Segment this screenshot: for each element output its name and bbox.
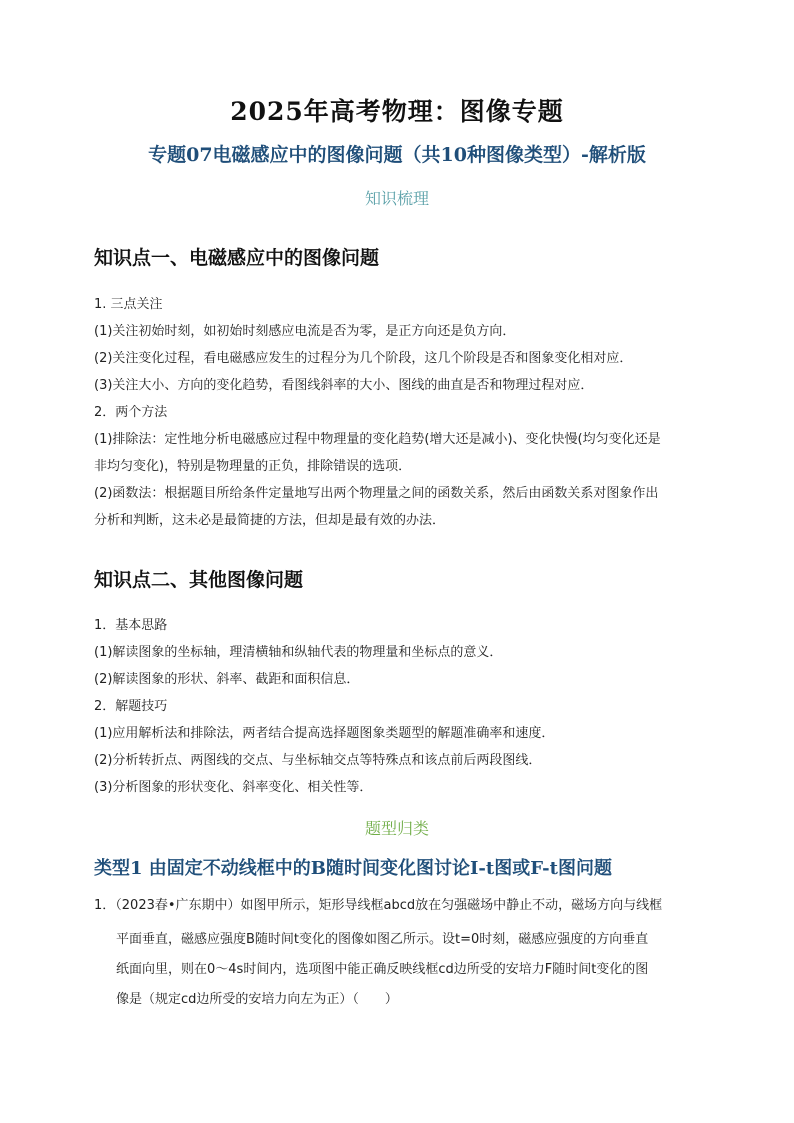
document-subtitle: 专题07电磁感应中的图像问题（共10种图像类型）-解析版: [148, 144, 646, 166]
kp2-line: (2)解读图象的形状、斜率、截距和面积信息．: [94, 672, 360, 687]
kp2-line: (1)解读图象的坐标轴，理清横轴和纵轴代表的物理量和坐标点的意义．: [94, 645, 503, 660]
section-label-types: 题型归类: [364, 819, 429, 838]
kp2-line: (3)分析图象的形状变化、斜率变化、相关性等．: [94, 780, 373, 795]
question-1-line: 像是（规定cd边所受的安培力向左为正）（ ）: [116, 992, 398, 1007]
kp1-line: 分析和判断，这未必是最简捷的方法，但却是最有效的办法．: [94, 513, 446, 528]
question-1-line: 1．（2023春•广东期中）如图甲所示，矩形导线框abcd放在匀强磁场中静止不动，磁场方向与线框: [94, 898, 663, 913]
document-title: 2025年高考物理：图像专题: [230, 97, 564, 126]
kp1-line: (2)函数法：根据题目所给条件定量地写出两个物理量之间的函数关系，然后由函数关系对图象作出: [94, 486, 659, 501]
kp2-line: 2．解题技巧: [94, 699, 168, 714]
question-1-line: 平面垂直，磁感应强度B随时间t变化的图像如图乙所示。设t=0时刻，磁感应强度的方向垂直: [116, 932, 649, 947]
knowledge-point-1-heading: 知识点一、电磁感应中的图像问题: [94, 247, 380, 269]
kp1-line: 非均匀变化)，特别是物理量的正负，排除错误的选项．: [94, 459, 412, 474]
kp1-line: 2．两个方法: [94, 405, 168, 420]
kp1-line: (3)关注大小、方向的变化趋势，看图线斜率的大小、图线的曲直是否和物理过程对应．: [94, 378, 594, 393]
question-1-line: 纸面向里，则在0～4s时间内，选项图中能正确反映线框cd边所受的安培力F随时间t变化的图: [116, 962, 649, 977]
kp1-line: 1. 三点关注: [94, 297, 163, 312]
kp1-line: (1)排除法：定性地分析电磁感应过程中物理量的变化趋势(增大还是减小)、变化快慢(均匀变化还是: [94, 432, 661, 447]
kp2-line: (1)应用解析法和排除法，两者结合提高选择题图象类题型的解题准确率和速度．: [94, 726, 555, 741]
kp1-line: (2)关注变化过程，看电磁感应发生的过程分为几个阶段，这几个阶段是否和图象变化相对应．: [94, 351, 633, 366]
kp2-line: (2)分析转折点、两图线的交点、与坐标轴交点等特殊点和该点前后两段图线．: [94, 753, 542, 768]
kp2-line: 1．基本思路: [94, 618, 168, 633]
section-label-knowledge: 知识梳理: [364, 189, 429, 208]
kp1-line: (1)关注初始时刻，如初始时刻感应电流是否为零，是正方向还是负方向．: [94, 324, 516, 339]
knowledge-point-2-heading: 知识点二、其他图像问题: [94, 569, 304, 591]
type-1-heading: 类型1 由固定不动线框中的B随时间变化图讨论I-t图或F-t图问题: [94, 858, 612, 879]
